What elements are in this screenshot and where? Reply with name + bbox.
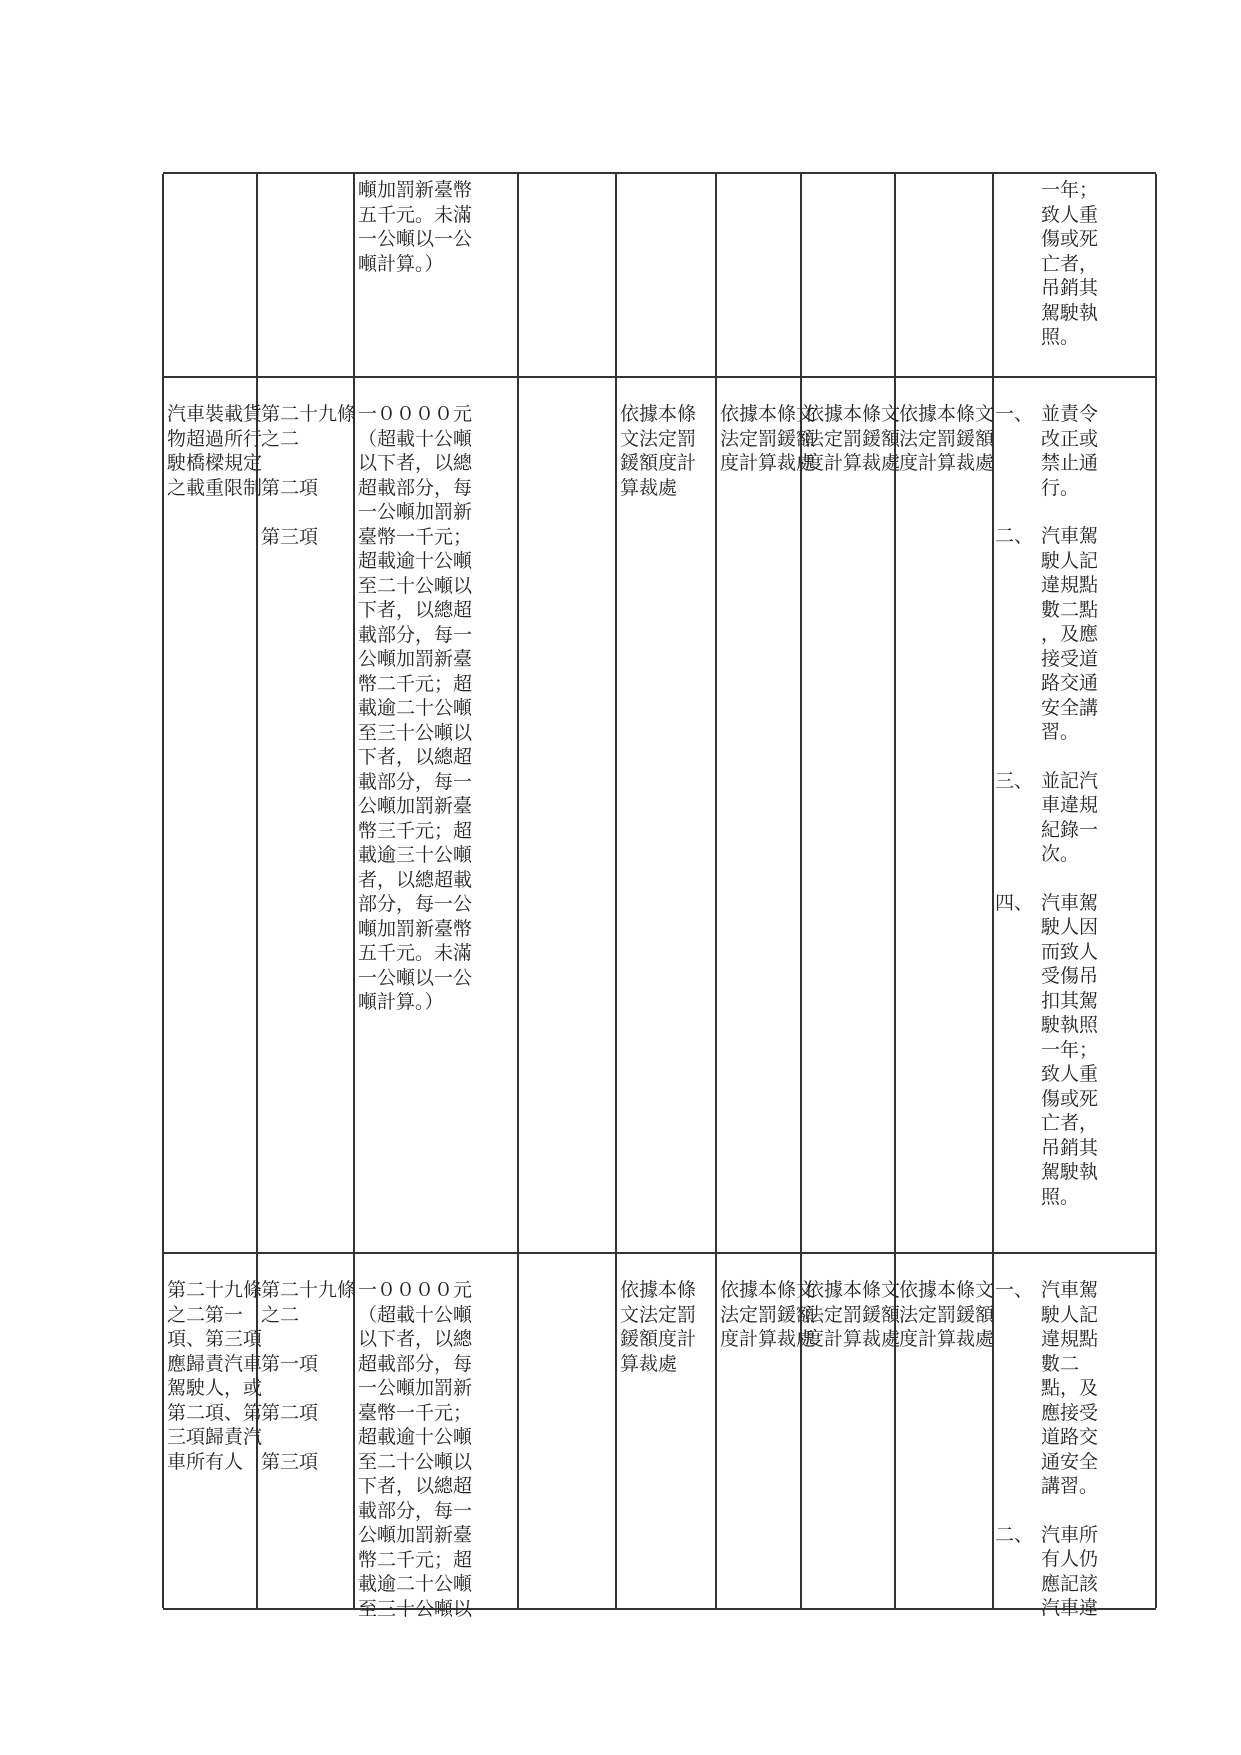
cell-text-line: 第二項 (261, 1401, 319, 1424)
cell-text-line: 駕駛執 (1041, 1161, 1099, 1183)
cell-text-line: 之二 (261, 427, 300, 450)
cell-text-line: 有人仍 (1041, 1548, 1099, 1570)
column-divider (1155, 378, 1157, 1254)
cell-text-line: 駛人記 (1041, 1303, 1099, 1326)
cell-text-line: 第二項 (261, 476, 319, 499)
cell-text-line: 下者，以總超 (358, 746, 473, 768)
column-divider (800, 378, 802, 1254)
cell-text-line: 項、第三項 (167, 1328, 263, 1350)
table-cell-col9 (995, 1278, 1154, 1645)
cell-text-line: 一００００元 (358, 403, 473, 425)
cell-text-line: 道路交 (1041, 1426, 1099, 1448)
cell-text-line: 依據本條文 (805, 403, 901, 425)
cell-text-line: 數二 (1041, 1352, 1080, 1375)
cell-text-line: 度計算裁處 (805, 452, 901, 474)
column-divider (517, 1254, 519, 1608)
cell-text-line: 依據本條文 (720, 1279, 816, 1301)
cell-text-line: 車違規 (1041, 794, 1099, 816)
cell-text-line: 汽車裝載貨 (167, 403, 263, 425)
cell-text-line: 三項歸責汽 (167, 1426, 263, 1448)
cell-text-line: 幣二千元；超 (358, 1548, 473, 1571)
cell-text-line: 紀錄一 (1041, 818, 1099, 841)
cell-text-line: 以下者，以總 (358, 1328, 473, 1350)
cell-text-line: （超載十公噸 (358, 427, 473, 450)
cell-text-line: 第一項 (261, 1352, 319, 1375)
cell-text-line: 度計算裁處 (720, 452, 816, 474)
column-divider (894, 174, 896, 378)
item-number: 二、 (995, 1523, 1034, 1546)
table-cell-col6 (720, 402, 816, 476)
cell-text-line: 法定罰鍰額 (805, 1303, 901, 1326)
list-item (995, 524, 1154, 745)
cell-text-line: 亡者， (1041, 1112, 1099, 1134)
column-divider (256, 378, 258, 1254)
cell-text-line: 載部分，每一 (358, 1499, 473, 1522)
cell-text-line: 第二項、第 (167, 1401, 263, 1424)
cell-text-line: 之載重限制 (167, 476, 263, 499)
cell-text-line: 至三十公噸以 (358, 1597, 473, 1620)
column-divider (615, 378, 617, 1254)
cell-text-line: 第三項 (261, 1450, 319, 1473)
cell-text-line: 文法定罰 (620, 1303, 697, 1326)
cell-text-line: 依據本條文 (720, 403, 816, 425)
cell-text-line: 並記汽 (1041, 769, 1099, 792)
column-divider (162, 378, 164, 1254)
cell-text-line: 鍰額度計 (620, 452, 697, 474)
cell-text-line: 公噸加罰新臺 (358, 648, 473, 670)
list-item (995, 891, 1154, 1210)
cell-text-line: 一年； (1041, 1038, 1099, 1061)
cell-text-line: 度計算裁處 (720, 1328, 816, 1350)
cell-text-line: 部分，每一公 (358, 893, 473, 915)
cell-text-line: 第三項 (261, 525, 319, 548)
table-cell-col1 (167, 402, 263, 500)
cell-text-line: 亡者， (1041, 252, 1099, 275)
table-row (163, 376, 1156, 1254)
column-divider (1155, 174, 1157, 378)
column-divider (800, 174, 802, 378)
column-divider (517, 378, 519, 1254)
column-divider (517, 174, 519, 378)
column-divider (615, 1254, 617, 1608)
cell-text-line: 公噸加罰新臺 (358, 1524, 473, 1546)
table-cell-col5 (620, 1278, 714, 1376)
cell-text-line: 講習。 (1041, 1475, 1099, 1497)
cell-text-line: 吊銷其 (1041, 1136, 1099, 1159)
item-number: 一、 (995, 403, 1034, 425)
cell-text-line: 習。 (1041, 721, 1080, 743)
cell-text-line: 駛橋樑規定 (167, 452, 263, 474)
cell-text-line: 應記該 (1041, 1572, 1099, 1595)
cell-text-line: 者，以總超載 (358, 868, 473, 891)
column-divider (162, 1254, 164, 1608)
table-cell-col7 (805, 402, 901, 476)
cell-text-line: 點，及 (1041, 1377, 1099, 1399)
cell-text-line: 至三十公噸以 (358, 721, 473, 744)
column-divider (615, 174, 617, 378)
cell-text-line: 一公噸加罰新 (358, 501, 473, 523)
column-divider (353, 174, 355, 378)
cell-text-line: 依據本條文 (899, 403, 995, 425)
table-cell-col3 (358, 402, 516, 1015)
list-item (995, 1278, 1154, 1499)
cell-text-line: 法定罰鍰額 (899, 427, 995, 450)
cell-text-line: 鍰額度計 (620, 1328, 697, 1350)
cell-text-line: 之二 (261, 1303, 300, 1326)
column-divider (715, 1254, 717, 1608)
cell-text-line: 算裁處 (620, 1352, 678, 1375)
table-cell-col1 (167, 1278, 263, 1474)
cell-text-line: 一００００元 (358, 1279, 473, 1301)
item-number: 四、 (995, 891, 1034, 914)
column-divider (894, 378, 896, 1254)
column-divider (353, 378, 355, 1254)
cell-text-line: 接受道 (1041, 647, 1099, 670)
cell-text-line: 傷或死 (1041, 228, 1099, 250)
cell-text-line: 一公噸以一公 (358, 966, 473, 989)
cell-text-line: 五千元。未滿 (358, 203, 473, 226)
cell-text-line: 以下者，以總 (358, 452, 473, 474)
list-item (995, 402, 1154, 500)
cell-text-line: 超載部分，每 (358, 1352, 473, 1375)
cell-text-line: 五千元。未滿 (358, 942, 473, 964)
cell-text-line (261, 451, 352, 476)
cell-text-line: 次。 (1041, 843, 1080, 865)
cell-text-line: 之二第一 (167, 1303, 244, 1326)
cell-text-line: 汽車駕 (1041, 891, 1099, 914)
list-item (995, 1523, 1154, 1621)
table-cell-col9 (995, 178, 1154, 350)
cell-text-line: 應接受 (1041, 1401, 1099, 1424)
column-divider (715, 378, 717, 1254)
cell-text-line: 依據本條 (620, 1279, 697, 1301)
cell-text-line: 噸加罰新臺幣 (358, 179, 473, 201)
cell-text-line (261, 1327, 352, 1352)
cell-text-line: 而致人 (1041, 940, 1099, 963)
cell-text-line: 駛執照 (1041, 1014, 1099, 1036)
cell-text-line: 載部分，每一 (358, 770, 473, 793)
cell-text-line: 噸計算。） (358, 991, 444, 1013)
cell-text-line: 下者，以總超 (358, 1475, 473, 1497)
cell-text-line: 違規點 (1041, 574, 1099, 596)
cell-text-line (261, 1376, 352, 1401)
item-number: 二、 (995, 525, 1034, 547)
cell-text-line: 幣三千元；超 (358, 819, 473, 842)
cell-text-line: 安全講 (1041, 696, 1099, 719)
cell-text-line: 一年； (1041, 179, 1099, 201)
cell-text-line: 禁止通 (1041, 452, 1099, 474)
cell-text-line: 臺幣一千元； (358, 525, 473, 548)
cell-text-line: 扣其駕 (1041, 989, 1099, 1012)
cell-text-line: 依據本條文 (899, 1279, 995, 1301)
cell-text-line: 至二十公噸以 (358, 574, 473, 597)
column-divider (256, 174, 258, 378)
cell-text-line: 傷或死 (1041, 1087, 1099, 1110)
cell-text-line: 度計算裁處 (899, 1328, 995, 1350)
cell-text-line: 載逾三十公噸 (358, 844, 473, 866)
cell-text-line: 噸計算。） (358, 252, 444, 275)
cell-text-line (261, 1425, 352, 1450)
item-number: 三、 (995, 769, 1034, 792)
table-cell-col5 (620, 402, 714, 500)
table-cell-col2 (261, 402, 357, 549)
column-divider (992, 174, 994, 378)
cell-text-line: 超載逾十公噸 (358, 550, 473, 572)
cell-text-line: 車所有人 (167, 1450, 244, 1473)
cell-text-line: 並責令 (1041, 403, 1099, 425)
cell-text-line: 載逾二十公噸 (358, 697, 473, 719)
cell-text-line: 法定罰鍰額 (805, 427, 901, 450)
table-cell-col3 (358, 178, 516, 276)
cell-text-line: （超載十公噸 (358, 1303, 473, 1326)
cell-text-line: 應歸責汽車 (167, 1352, 263, 1375)
cell-text-line: 照。 (1041, 326, 1080, 348)
cell-text-line: 受傷吊 (1041, 965, 1099, 987)
cell-text-line (261, 500, 352, 525)
table-cell-col8 (899, 402, 995, 476)
cell-text-line: 依據本條 (620, 403, 697, 425)
cell-text-line: 超載部分，每 (358, 476, 473, 499)
cell-text-line: 至二十公噸以 (358, 1450, 473, 1473)
cell-text-line: 噸加罰新臺幣 (358, 917, 473, 940)
cell-text-line: 臺幣一千元； (358, 1401, 473, 1424)
table-cell-col2 (261, 1278, 357, 1474)
cell-text-line: 載部分，每一 (358, 623, 473, 646)
cell-text-line: 文法定罰 (620, 427, 697, 450)
column-divider (715, 174, 717, 378)
cell-text-line: 幣二千元；超 (358, 672, 473, 695)
table-row (163, 1252, 1156, 1620)
cell-text-line: 一公噸以一公 (358, 228, 473, 250)
cell-text-line: 算裁處 (620, 476, 678, 499)
table-cell-col7 (805, 1278, 901, 1352)
table-cell-col8 (899, 1278, 995, 1352)
table-cell-col6 (720, 1278, 816, 1352)
cell-text-line: 致人重 (1041, 1063, 1099, 1085)
cell-text-line: 載逾二十公噸 (358, 1573, 473, 1595)
table-cell-col3 (358, 1278, 516, 1621)
cell-text-line: 汽車駕 (1041, 1279, 1099, 1301)
cell-text-line: 照。 (1041, 1185, 1080, 1208)
cell-text-line: 駕駛執 (1041, 301, 1099, 324)
cell-text-line: 汽車所 (1041, 1523, 1099, 1546)
cell-text-line: 法定罰鍰額 (720, 1303, 816, 1326)
column-divider (353, 1254, 355, 1608)
cell-text-line: 行。 (1041, 476, 1080, 499)
cell-text-line: 汽車駕 (1041, 525, 1099, 547)
cell-text-line: 通安全 (1041, 1450, 1099, 1473)
item-number: 一、 (995, 1279, 1034, 1301)
table-cell-col9 (995, 402, 1154, 1233)
cell-text-line: ，及應 (1041, 623, 1099, 645)
cell-text-line: 數二點 (1041, 598, 1099, 621)
cell-text-line: 駕駛人，或 (167, 1377, 263, 1399)
column-divider (1155, 1254, 1157, 1608)
cell-text-line: 一公噸加罰新 (358, 1377, 473, 1399)
cell-text-line: 法定罰鍰額 (720, 427, 816, 450)
penalty-table (163, 172, 1156, 1620)
list-item (995, 769, 1154, 867)
cell-text-line: 超載逾十公噸 (358, 1426, 473, 1448)
cell-text-line: 物超過所行 (167, 427, 263, 450)
cell-text-line: 公噸加罰新臺 (358, 795, 473, 817)
cell-text-line: 汽車違 (1041, 1597, 1099, 1619)
cell-text-line: 駛人記 (1041, 549, 1099, 572)
column-divider (992, 378, 994, 1254)
cell-text-line: 第二十九條 (167, 1279, 263, 1301)
cell-text-line: 第二十九條 (261, 1279, 357, 1301)
cell-text-line: 吊銷其 (1041, 277, 1099, 299)
table-row (163, 172, 1156, 378)
cell-text-line: 駛人因 (1041, 916, 1099, 938)
cell-text-line: 改正或 (1041, 427, 1099, 450)
cell-text-line: 度計算裁處 (805, 1328, 901, 1350)
column-divider (162, 174, 164, 378)
cell-text-line: 第二十九條 (261, 403, 357, 425)
cell-text-line: 依據本條文 (805, 1279, 901, 1301)
cell-text-line: 下者，以總超 (358, 599, 473, 621)
cell-text-line: 路交通 (1041, 672, 1099, 694)
cell-text-line: 違規點 (1041, 1328, 1099, 1350)
cell-text-line: 法定罰鍰額 (899, 1303, 995, 1326)
cell-text-line: 致人重 (1041, 203, 1099, 226)
cell-text-line: 度計算裁處 (899, 452, 995, 474)
